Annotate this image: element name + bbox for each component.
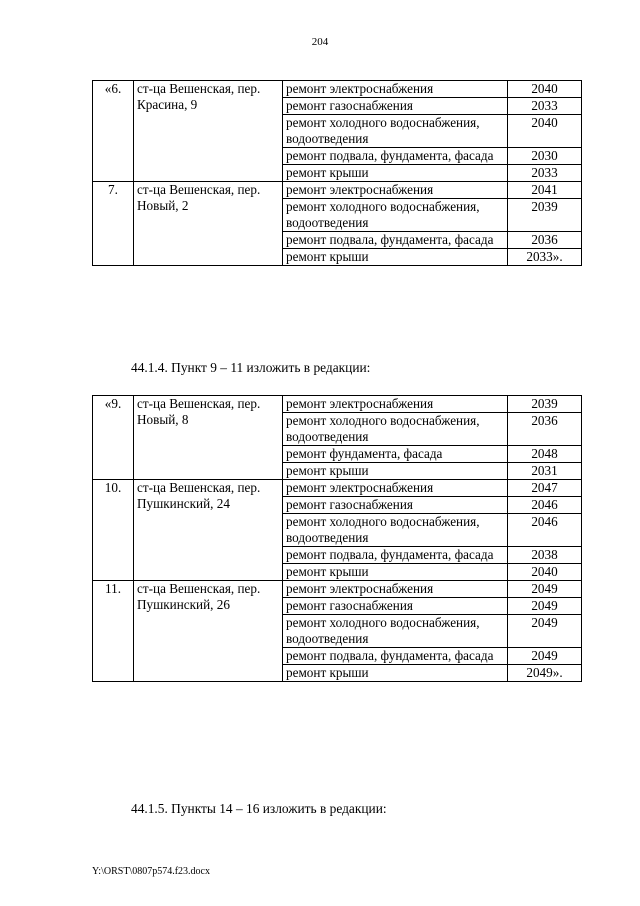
year-cell: 2039 (508, 396, 582, 413)
year-cell: 2033». (508, 249, 582, 266)
repair-work-cell: ремонт подвала, фундамента, фасада (283, 648, 508, 665)
repair-work-cell: ремонт электроснабжения (283, 182, 508, 199)
repair-work-cell: ремонт электроснабжения (283, 81, 508, 98)
year-cell: 2040 (508, 564, 582, 581)
item-number-cell: «9. (93, 396, 134, 480)
year-cell: 2033 (508, 98, 582, 115)
repair-work-cell: ремонт холодного водоснабжения, водоотведения (283, 514, 508, 547)
repair-work-cell: ремонт холодного водоснабжения, водоотведения (283, 115, 508, 148)
repair-work-cell: ремонт газоснабжения (283, 98, 508, 115)
page-number: 204 (311, 36, 329, 48)
repair-work-cell: ремонт крыши (283, 564, 508, 581)
repair-work-cell: ремонт крыши (283, 665, 508, 682)
repair-work-cell: ремонт крыши (283, 165, 508, 182)
repair-work-cell: ремонт холодного водоснабжения, водоотведения (283, 413, 508, 446)
item-number-cell: 11. (93, 581, 134, 682)
repair-work-cell: ремонт фундамента, фасада (283, 446, 508, 463)
table-row (93, 480, 582, 497)
table-row (93, 581, 582, 598)
address-cell: ст-ца Вешенская, пер. Новый, 8 (134, 396, 283, 480)
address-cell: ст-ца Вешенская, пер. Красина, 9 (134, 81, 283, 182)
paragraph-item-44-1-5: 44.1.5. Пункты 14 – 16 изложить в редакции: (131, 801, 387, 816)
repair-work-cell: ремонт холодного водоснабжения, водоотведения (283, 615, 508, 648)
year-cell: 2039 (508, 199, 582, 232)
year-cell: 2036 (508, 232, 582, 249)
address-cell: ст-ца Вешенская, пер. Пушкинский, 26 (134, 581, 283, 682)
table-row (93, 182, 582, 199)
repair-work-cell: ремонт газоснабжения (283, 598, 508, 615)
file-path-footer: Y:\ORST\0807p574.f23.docx (92, 866, 210, 877)
paragraph-item-44-1-4: 44.1.4. Пункт 9 – 11 изложить в редакции: (131, 360, 371, 375)
year-cell: 2036 (508, 413, 582, 446)
item-number-cell: 10. (93, 480, 134, 581)
item-number-cell: 7. (93, 182, 134, 266)
address-cell: ст-ца Вешенская, пер. Пушкинский, 24 (134, 480, 283, 581)
year-cell: 2031 (508, 463, 582, 480)
repair-work-cell: ремонт электроснабжения (283, 396, 508, 413)
address-cell: ст-ца Вешенская, пер. Новый, 2 (134, 182, 283, 266)
year-cell: 2049 (508, 581, 582, 598)
year-cell: 2040 (508, 115, 582, 148)
repair-work-cell: ремонт подвала, фундамента, фасада (283, 148, 508, 165)
repair-work-cell: ремонт электроснабжения (283, 581, 508, 598)
table-row (93, 396, 582, 413)
year-cell: 2046 (508, 497, 582, 514)
year-cell: 2030 (508, 148, 582, 165)
year-cell: 2049». (508, 665, 582, 682)
repair-work-cell: ремонт подвала, фундамента, фасада (283, 547, 508, 564)
year-cell: 2046 (508, 514, 582, 547)
year-cell: 2049 (508, 615, 582, 648)
item-number-cell: «6. (93, 81, 134, 182)
table-row (93, 81, 582, 98)
year-cell: 2049 (508, 648, 582, 665)
repair-work-cell: ремонт крыши (283, 463, 508, 480)
year-cell: 2049 (508, 598, 582, 615)
repair-work-cell: ремонт холодного водоснабжения, водоотведения (283, 199, 508, 232)
repair-schedule-table-2 (92, 395, 582, 682)
repair-work-cell: ремонт электроснабжения (283, 480, 508, 497)
year-cell: 2041 (508, 182, 582, 199)
repair-work-cell: ремонт крыши (283, 249, 508, 266)
repair-work-cell: ремонт газоснабжения (283, 497, 508, 514)
year-cell: 2038 (508, 547, 582, 564)
year-cell: 2047 (508, 480, 582, 497)
year-cell: 2033 (508, 165, 582, 182)
repair-schedule-table-1 (92, 80, 582, 266)
repair-work-cell: ремонт подвала, фундамента, фасада (283, 232, 508, 249)
year-cell: 2040 (508, 81, 582, 98)
year-cell: 2048 (508, 446, 582, 463)
